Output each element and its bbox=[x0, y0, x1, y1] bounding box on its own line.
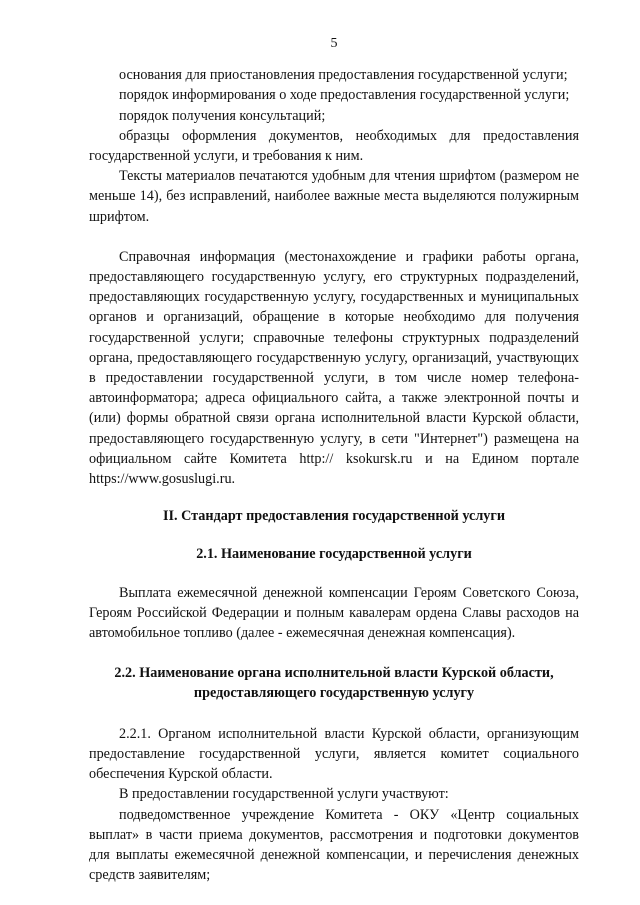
paragraph-2-2-1: 2.2.1. Органом исполнительной власти Курской области, организующим предоставление государственной услуги, является комитет социального обеспечения Курской области. bbox=[89, 725, 579, 783]
paragraph-reference-info: Справочная информация (местонахождение и графики работы органа, предоставляющего государственную услугу, его структурных подразделений, предоставляющих государственную услугу, государственных и муниципальных органов и организаций, обращение в которые необходимо для получения государственной услуги; справочные телефоны структурных подразделений органа, предоставляющего государственную услугу, организаций, участвующих в предоставлении государственной услуги, в том числе номер телефона-автоинформатора; адреса официального сайта, а также электронной почты и (или) формы обратной связи органа исполнительной власти Курской области, предоставляющего государственную услугу, в сети "Интернет") размещена на официальном сайте Комитета http:// ksokursk.ru и на Едином портале https://www.gosuslugi.ru. bbox=[89, 248, 579, 488]
list-item-progress-info: порядок информирования о ходе предоставления государственной услуги; bbox=[119, 87, 570, 104]
page-number: 5 bbox=[330, 36, 338, 51]
subsection-heading-2-2: 2.2. Наименование органа исполнительной власти Курской области, предоставляющего государственную услугу bbox=[114, 665, 554, 702]
paragraph-fonts: Тексты материалов печатаются удобным для чтения шрифтом (размером не меньше 14), без исправлений, наиболее важные места выделяются полужирным шрифтом. bbox=[89, 168, 579, 225]
subsection-heading-2-1: 2.1. Наименование государственной услуги bbox=[196, 546, 472, 563]
section-heading: II. Стандарт предоставления государственной услуги bbox=[162, 508, 506, 525]
list-item-consultations: порядок получения консультаций; bbox=[119, 107, 326, 124]
paragraph-participants: В предоставлении государственной услуги участвуют: bbox=[119, 786, 449, 803]
paragraph-service-name: Выплата ежемесячной денежной компенсации Героям Советского Союза, Героям Российской Федерации и полным кавалерам ордена Славы расходов на автомобильное топливо (далее - ежемесячная денежная компенсация). bbox=[89, 584, 579, 642]
list-item-document-samples: образцы оформления документов, необходимых для предоставления государственной услуги, и требования к ним. bbox=[89, 127, 579, 165]
document-page bbox=[89, 34, 579, 885]
list-item-suspension-grounds: основания для приостановления предоставления государственной услуги; bbox=[119, 67, 568, 84]
paragraph-oku: подведомственное учреждение Комитета - ОКУ «Центр социальных выплат» в части приема документов, рассмотрения и подготовки документов для выплаты ежемесячной денежной компенсации, и перечисления денежных средств заявителям; bbox=[89, 806, 579, 884]
